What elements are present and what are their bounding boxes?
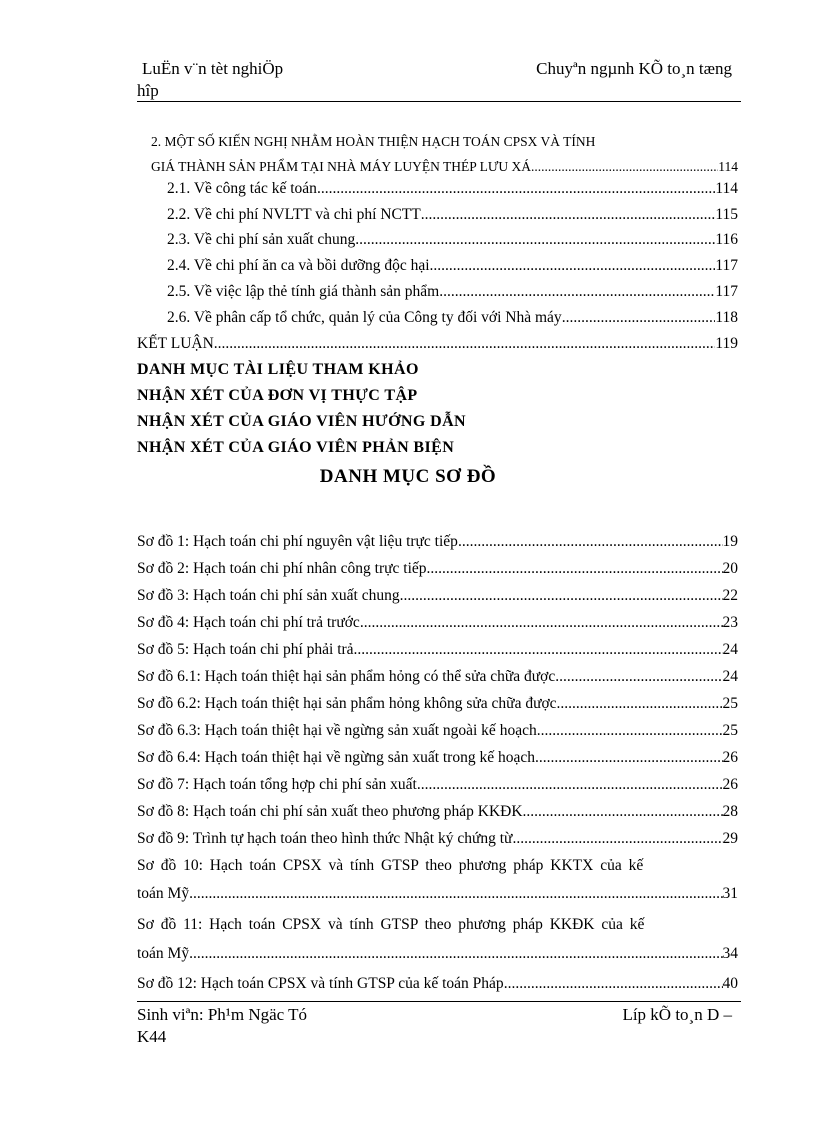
toc-item-text: 2.3. Về chi phí sản xuất chung xyxy=(167,231,356,248)
dot-leader xyxy=(523,802,723,822)
toc-item-page: 117 xyxy=(715,283,738,300)
list-item-page: 24 xyxy=(722,641,738,658)
list-item-text: Sơ đồ 8: Hạch toán chi phí sản xuất theo phương pháp KKĐK xyxy=(137,803,523,820)
list-item xyxy=(137,884,738,904)
dot-leader xyxy=(354,640,723,660)
list-item xyxy=(137,586,738,606)
toc-item-text: 2.6. Về phân cấp tổ chức, quản lý của Công ty đối với Nhà máy xyxy=(167,309,562,326)
list-item-page: 25 xyxy=(722,695,738,712)
toc-item-text: KẾT LUẬN xyxy=(137,335,214,352)
dot-leader xyxy=(427,559,723,579)
toc-item xyxy=(151,132,721,152)
header-left xyxy=(137,58,337,102)
bold-heading: NHẬN XÉT CỦA GIÁO VIÊN PHẢN BIỆN xyxy=(137,439,455,456)
list-item xyxy=(137,559,738,579)
list-item-page: 20 xyxy=(722,560,738,577)
list-item-text: Sơ đồ 12: Hạch toán CPSX và tính GTSP của kế toán Pháp xyxy=(137,975,504,992)
list-item-page: 29 xyxy=(722,830,738,847)
toc-item xyxy=(167,230,738,250)
header-right: Chuyªn ngµnh KÕ to¸n tæng xyxy=(536,59,732,78)
list-item-text: Sơ đồ 11: Hạch toán CPSX và tính GTSP theo phương pháp KKĐK của kế xyxy=(137,916,645,933)
toc-item-page: 114 xyxy=(718,159,738,174)
list-item xyxy=(137,613,738,633)
toc-item xyxy=(167,256,738,276)
toc-item-text: 2.1. Về công tác kế toán xyxy=(167,180,317,197)
list-item xyxy=(137,802,738,822)
toc-item xyxy=(167,282,738,302)
header-left-line2: hîp xyxy=(137,81,159,100)
list-item-text: Sơ đồ 9: Trình tự hạch toán theo hình thức Nhật ký chứng từ xyxy=(137,830,513,847)
dot-leader xyxy=(355,230,715,250)
footer-left-line1: Sinh viªn: Ph¹m Ngäc Tó xyxy=(137,1005,308,1024)
toc-item-page: 117 xyxy=(715,257,738,274)
toc-item xyxy=(167,308,738,328)
dot-leader xyxy=(317,179,715,199)
list-item-page: 26 xyxy=(722,776,738,793)
list-item-page: 28 xyxy=(722,803,738,820)
list-item-text: Sơ đồ 4: Hạch toán chi phí trả trước xyxy=(137,614,360,631)
toc-item-page: 118 xyxy=(715,309,738,326)
dot-leader xyxy=(531,157,718,177)
list-item-text: Sơ đồ 5: Hạch toán chi phí phải trả xyxy=(137,641,354,658)
list-item-page: 19 xyxy=(722,533,738,550)
toc-item xyxy=(167,205,738,225)
dot-leader xyxy=(421,205,716,225)
dot-leader xyxy=(537,721,723,741)
dot-leader xyxy=(400,586,723,606)
dot-leader xyxy=(458,532,723,552)
list-item xyxy=(137,721,738,741)
list-item xyxy=(137,856,738,876)
toc-item xyxy=(137,334,738,354)
footer-left xyxy=(137,1004,357,1048)
header-rule xyxy=(137,101,741,102)
toc-item xyxy=(151,157,738,177)
toc-item-page: 116 xyxy=(715,231,738,248)
toc-item-text: 2.2. Về chi phí NVLTT và chi phí NCTT xyxy=(167,206,421,223)
list-item xyxy=(137,944,738,964)
list-item-page: 24 xyxy=(722,668,738,685)
list-item xyxy=(137,775,738,795)
list-item-text: Sơ đồ 1: Hạch toán chi phí nguyên vật liệu trực tiếp xyxy=(137,533,458,550)
bold-heading: NHẬN XÉT CỦA ĐƠN VỊ THỰC TẬP xyxy=(137,387,418,404)
dot-leader xyxy=(360,613,723,633)
list-item xyxy=(137,829,738,849)
list-item xyxy=(137,974,738,994)
list-item xyxy=(137,532,738,552)
list-item-page: 23 xyxy=(722,614,738,631)
bold-heading: NHẬN XÉT CỦA GIÁO VIÊN HƯỚNG DẪN xyxy=(137,413,466,430)
toc-item xyxy=(167,179,738,199)
list-item-page: 25 xyxy=(722,722,738,739)
toc-item-page: 119 xyxy=(715,335,738,352)
footer-right: Líp kÕ to¸n D – xyxy=(622,1005,732,1024)
list-item xyxy=(137,915,738,935)
dot-leader xyxy=(189,944,722,964)
list-item-page: 26 xyxy=(722,749,738,766)
dot-leader xyxy=(504,974,723,994)
dot-leader xyxy=(535,748,723,768)
list-item-text: Sơ đồ 6.4: Hạch toán thiệt hại về ngừng sản xuất trong kế hoạch xyxy=(137,749,535,766)
dot-leader xyxy=(562,308,716,328)
footer-left-line2: K44 xyxy=(137,1027,167,1046)
dot-leader xyxy=(430,256,716,276)
list-item-text: Sơ đồ 10: Hạch toán CPSX và tính GTSP theo phương pháp KKTX của kế xyxy=(137,857,644,874)
toc-item-page: 115 xyxy=(715,206,738,223)
bold-heading: DANH MỤC TÀI LIỆU THAM KHẢO xyxy=(137,361,419,378)
list-item-text: Sơ đồ 2: Hạch toán chi phí nhân công trực tiếp xyxy=(137,560,427,577)
list-item-page: 22 xyxy=(722,587,738,604)
toc-item-page: 114 xyxy=(715,180,738,197)
list-item xyxy=(137,748,738,768)
dot-leader xyxy=(214,334,716,354)
toc-item-text: 2.4. Về chi phí ăn ca và bồi dưỡng độc hại xyxy=(167,257,430,274)
header-left-line1: LuËn v¨n tèt nghiÖp xyxy=(142,59,284,78)
list-item-text: Sơ đồ 6.3: Hạch toán thiệt hại về ngừng sản xuất ngoài kế hoạch xyxy=(137,722,537,739)
list-item-text: toán Mỹ xyxy=(137,945,190,962)
toc-item-text: 2.5. Về việc lập thẻ tính giá thành sản phẩm xyxy=(167,283,440,300)
list-item xyxy=(137,694,738,714)
dot-leader xyxy=(189,884,722,904)
list-item xyxy=(137,667,738,687)
list-item-text: toán Mỹ xyxy=(137,885,190,902)
dot-leader xyxy=(417,775,723,795)
list-item-text: Sơ đồ 3: Hạch toán chi phí sản xuất chung xyxy=(137,587,400,604)
list-item-text: Sơ đồ 7: Hạch toán tổng hợp chi phí sản xuất xyxy=(137,776,417,793)
list-item-page: 31 xyxy=(722,885,738,902)
dot-leader xyxy=(512,829,722,849)
footer-rule xyxy=(137,1001,741,1002)
list-item xyxy=(137,640,738,660)
list-item-page: 34 xyxy=(722,945,738,962)
section-title: DANH MỤC SƠ ĐỒ xyxy=(319,466,497,487)
dot-leader xyxy=(557,694,723,714)
list-item-text: Sơ đồ 6.2: Hạch toán thiệt hại sản phẩm hỏng không sửa chữa được xyxy=(137,695,557,712)
toc-item-text: 2. MỘT SỐ KIẾN NGHỊ NHẰM HOÀN THIỆN HẠCH TOÁN CPSX VÀ TÍNH xyxy=(151,134,596,149)
list-item-page: 40 xyxy=(722,975,738,992)
list-item-text: Sơ đồ 6.1: Hạch toán thiệt hại sản phẩm hỏng có thể sửa chữa được xyxy=(137,668,556,685)
dot-leader xyxy=(439,282,715,302)
toc-item-text: GIÁ THÀNH SẢN PHẨM TẠI NHÀ MÁY LUYỆN THÉP LƯU XÁ xyxy=(151,159,531,174)
dot-leader xyxy=(555,667,722,687)
